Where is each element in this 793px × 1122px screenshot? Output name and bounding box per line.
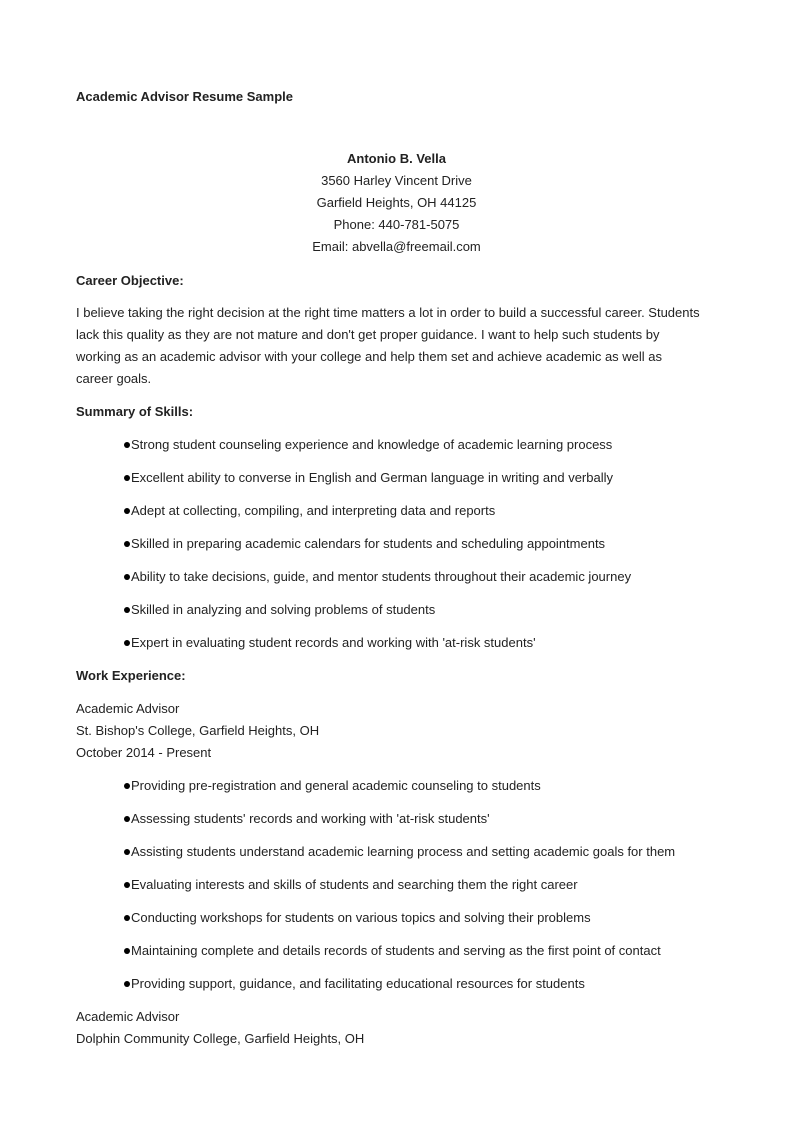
objective-line: working as an academic advisor with your college and help them set and achieve academic as well as	[76, 349, 663, 364]
job-dates: October 2014 - Present	[76, 745, 212, 760]
duty-text: Conducting workshops for students on various topics and solving their problems	[131, 910, 591, 925]
bullet-icon	[124, 541, 130, 547]
skill-item	[124, 434, 631, 467]
contact-address: 3560 Harley Vincent Drive	[321, 173, 472, 188]
job-organization: Dolphin Community College, Garfield Heights, OH	[76, 1031, 365, 1046]
duty-text: Providing support, guidance, and facilitating educational resources for students	[131, 976, 585, 991]
skill-text: Expert in evaluating student records and working with 'at-risk students'	[131, 635, 536, 650]
skill-text: Skilled in preparing academic calendars for students and scheduling appointments	[131, 536, 606, 551]
bullet-icon	[124, 915, 130, 921]
duty-text: Assisting students understand academic learning process and setting academic goals for them	[131, 844, 676, 859]
job-header	[76, 698, 319, 764]
career-objective-heading: Career Objective:	[76, 273, 184, 288]
contact-block	[76, 148, 717, 258]
skills-heading: Summary of Skills:	[76, 404, 194, 419]
document-title: Academic Advisor Resume Sample	[76, 89, 293, 104]
bullet-icon	[124, 882, 130, 888]
bullet-icon	[124, 849, 130, 855]
job-organization: St. Bishop's College, Garfield Heights, OH	[76, 723, 320, 738]
bullet-icon	[124, 574, 130, 580]
duty-item	[124, 907, 675, 940]
bullet-icon	[124, 948, 130, 954]
duty-item	[124, 841, 675, 874]
duty-text: Assessing students' records and working with 'at-risk students'	[131, 811, 490, 826]
duty-item	[124, 874, 675, 907]
job-title: Academic Advisor	[76, 1009, 180, 1024]
work-experience-heading: Work Experience:	[76, 668, 186, 683]
duty-item	[124, 940, 675, 973]
objective-line: career goals.	[76, 371, 152, 386]
objective-line: lack this quality as they are not mature and don't get proper guidance. I want to help such students by	[76, 327, 660, 342]
skill-text: Adept at collecting, compiling, and interpreting data and reports	[131, 503, 496, 518]
duty-text: Providing pre-registration and general academic counseling to students	[131, 778, 541, 793]
job-duties-list	[124, 775, 675, 1006]
skill-item	[124, 632, 631, 665]
skills-list	[124, 434, 631, 665]
duty-item	[124, 775, 675, 808]
candidate-name: Antonio B. Vella	[347, 151, 446, 166]
skill-item	[124, 467, 631, 500]
skill-text: Skilled in analyzing and solving problems of students	[131, 602, 436, 617]
skill-item	[124, 566, 631, 599]
duty-item	[124, 808, 675, 841]
bullet-icon	[124, 783, 130, 789]
bullet-icon	[124, 640, 130, 646]
contact-phone: Phone: 440-781-5075	[333, 217, 460, 232]
skill-item	[124, 500, 631, 533]
skill-item	[124, 599, 631, 632]
bullet-icon	[124, 508, 130, 514]
skill-text: Strong student counseling experience and knowledge of academic learning process	[131, 437, 613, 452]
bullet-icon	[124, 981, 130, 987]
bullet-icon	[124, 607, 130, 613]
duty-text: Evaluating interests and skills of students and searching them the right career	[131, 877, 578, 892]
duty-text: Maintaining complete and details records of students and serving as the first point of contact	[131, 943, 661, 958]
objective-line: I believe taking the right decision at the right time matters a lot in order to build a successful career. Students	[76, 305, 700, 320]
bullet-icon	[124, 475, 130, 481]
contact-email: Email: abvella@freemail.com	[312, 239, 481, 254]
duty-item	[124, 973, 675, 1006]
bullet-icon	[124, 442, 130, 448]
contact-city: Garfield Heights, OH 44125	[316, 195, 477, 210]
career-objective-paragraph	[76, 302, 716, 390]
job-header	[76, 1006, 364, 1050]
skill-text: Excellent ability to converse in English and German language in writing and verbally	[131, 470, 613, 485]
skill-text: Ability to take decisions, guide, and mentor students throughout their academic journey	[131, 569, 632, 584]
bullet-icon	[124, 816, 130, 822]
skill-item	[124, 533, 631, 566]
job-title: Academic Advisor	[76, 701, 180, 716]
